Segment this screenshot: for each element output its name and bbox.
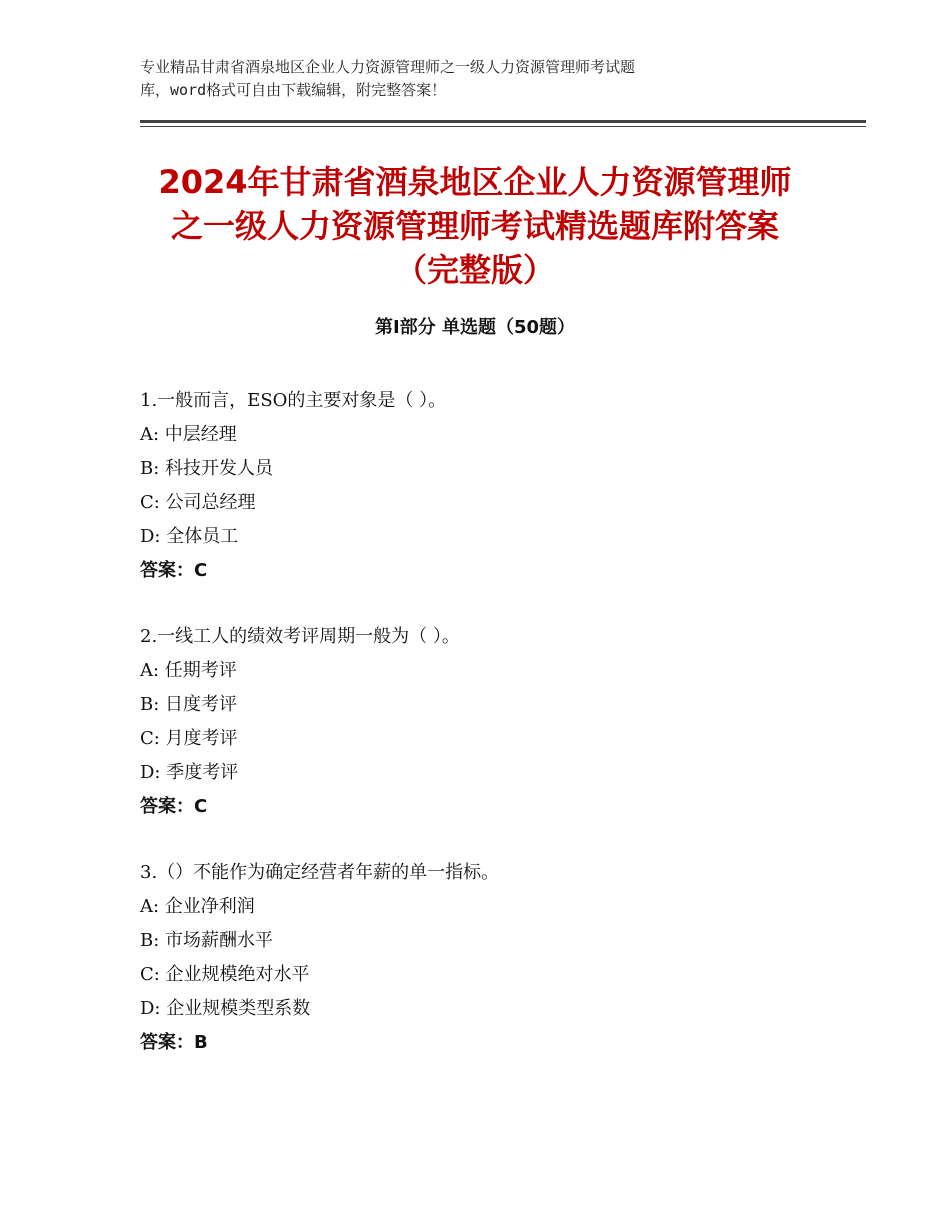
option-a: A: 企业净利润 xyxy=(140,896,255,917)
answer-label: 答案：B xyxy=(140,1032,208,1053)
answer-label: 答案：C xyxy=(140,560,208,581)
option-a: A: 任期考评 xyxy=(140,660,237,681)
title-line-2: 之一级人力资源管理师考试精选题库附答案 xyxy=(170,207,779,245)
option-d: D: 全体员工 xyxy=(140,526,239,547)
option-c: C: 企业规模绝对水平 xyxy=(140,964,310,985)
question-stem: 1.一般而言，ESO的主要对象是（ ）。 xyxy=(140,390,447,411)
question-3 xyxy=(140,856,860,1060)
question-1 xyxy=(140,384,860,588)
header-note-line-1: 专业精品甘肃省酒泉地区企业人力资源管理师之一级人力资源管理师考试题 xyxy=(140,58,636,76)
option-b: B: 日度考评 xyxy=(140,694,238,715)
section-title: 第Ⅰ部分 单选题（50题） xyxy=(374,317,575,338)
question-list xyxy=(140,384,860,1092)
header-note xyxy=(140,56,780,102)
header-divider-thick xyxy=(140,120,866,123)
option-c: C: 月度考评 xyxy=(140,728,238,749)
title-line-1: 2024年甘肃省酒泉地区企业人力资源管理师 xyxy=(158,163,792,201)
document-title xyxy=(100,160,850,292)
option-b: B: 科技开发人员 xyxy=(140,458,274,479)
title-line-3: （完整版） xyxy=(394,251,555,289)
question-2 xyxy=(140,620,860,824)
question-stem: 2.一线工人的绩效考评周期一般为（ ）。 xyxy=(140,626,460,647)
question-stem: 3.（）不能作为确定经营者年薪的单一指标。 xyxy=(140,862,500,883)
option-d: D: 企业规模类型系数 xyxy=(140,998,311,1019)
header-divider-thin xyxy=(140,126,866,127)
answer-label: 答案：C xyxy=(140,796,208,817)
option-d: D: 季度考评 xyxy=(140,762,239,783)
header-note-line-2: 库，word格式可自由下载编辑，附完整答案！ xyxy=(140,81,447,99)
option-a: A: 中层经理 xyxy=(140,424,237,445)
option-c: C: 公司总经理 xyxy=(140,492,256,513)
option-b: B: 市场薪酬水平 xyxy=(140,930,274,951)
